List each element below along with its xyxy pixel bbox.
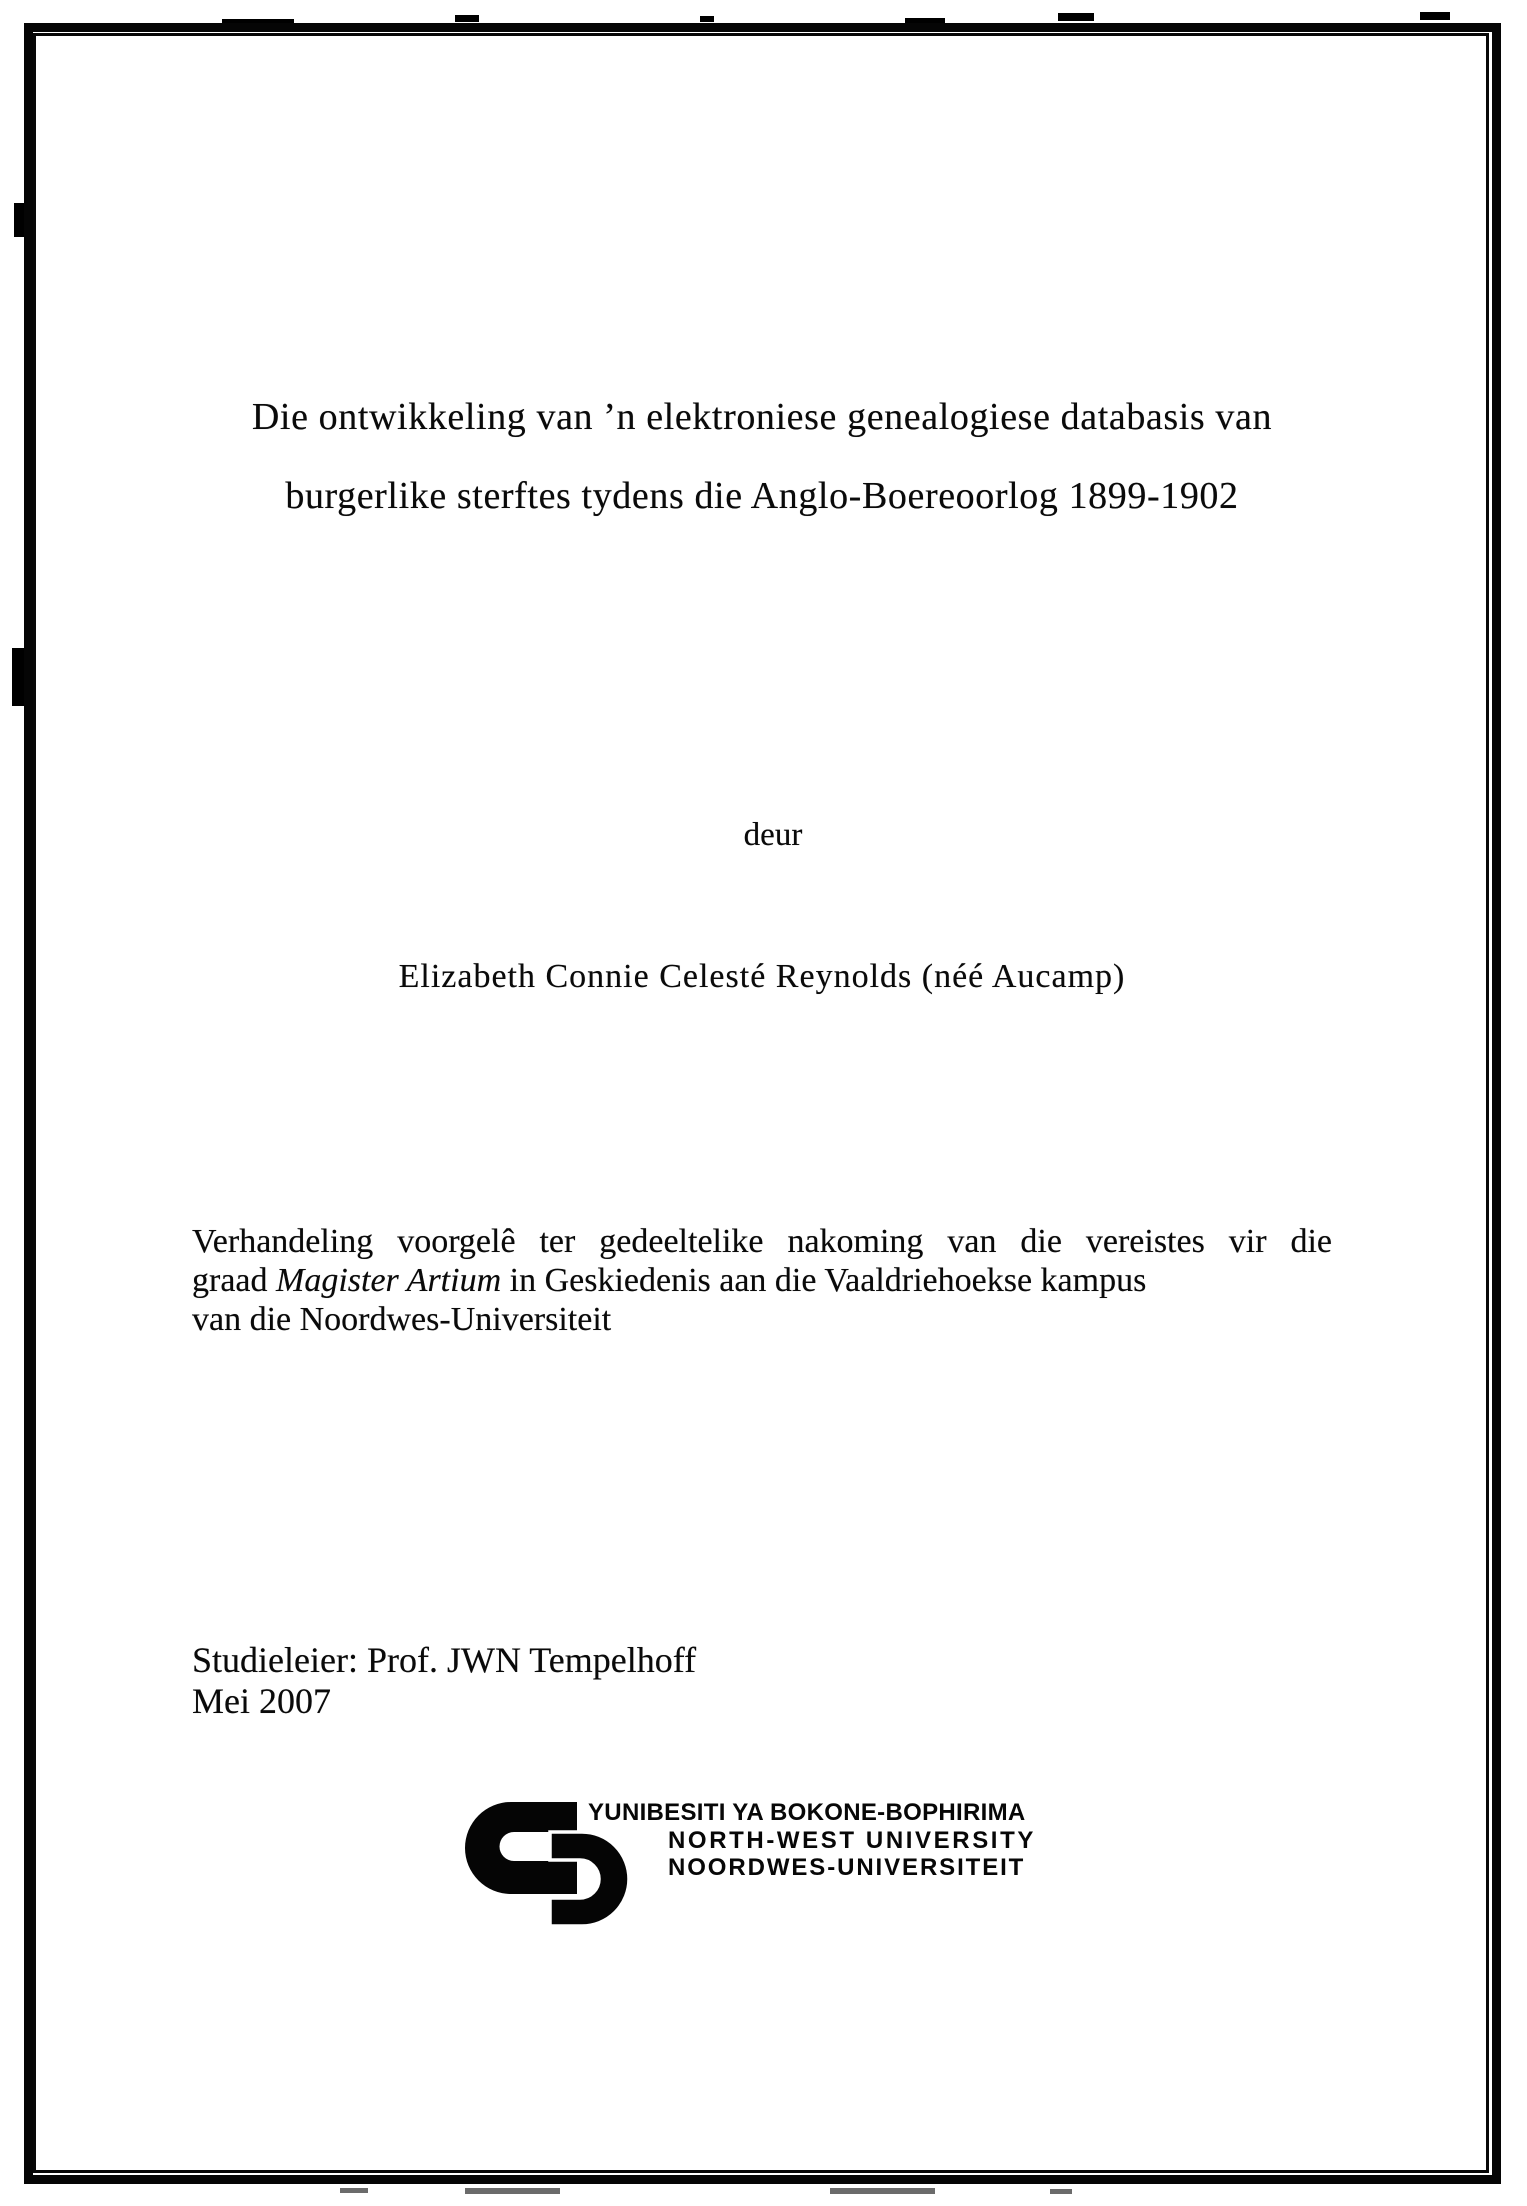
degree-text-pre: graad bbox=[192, 1262, 277, 1299]
thesis-title-line-1: Die ontwikkeling van ’n elektroniese genealogiese databasis van bbox=[251, 396, 1273, 438]
degree-name: Magister Artium bbox=[276, 1262, 502, 1299]
thesis-statement-line-2 bbox=[192, 1261, 1332, 1300]
scan-artifact bbox=[465, 2188, 560, 2194]
scan-artifact bbox=[1050, 2189, 1072, 2194]
scan-artifact bbox=[830, 2188, 935, 2194]
byline-label: deur bbox=[743, 817, 803, 853]
thesis-title bbox=[192, 378, 1332, 536]
university-logo-wordmark bbox=[588, 1799, 1036, 1882]
author-name: Elizabeth Connie Celesté Reynolds (néé Aucamp) bbox=[398, 958, 1126, 995]
thesis-title-line-2: burgerlike sterftes tydens die Anglo-Boereoorlog 1899-1902 bbox=[285, 475, 1239, 517]
scan-artifact bbox=[700, 16, 714, 22]
scan-artifact bbox=[455, 15, 479, 22]
scan-artifact bbox=[340, 2188, 368, 2193]
scan-artifact bbox=[1058, 13, 1094, 21]
thesis-statement-line-1: Verhandeling voorgelê ter gedeeltelike nakoming van die vereistes vir die bbox=[192, 1223, 1332, 1260]
supervisor-line: Studieleier: Prof. JWN Tempelhoff bbox=[192, 1640, 697, 1680]
thesis-statement bbox=[192, 1222, 1332, 1339]
logo-name-english: NORTH-WEST UNIVERSITY bbox=[668, 1826, 1036, 1854]
scan-artifact bbox=[1420, 12, 1450, 20]
degree-text-post: in Geskiedenis aan die Vaaldriehoekse kampus bbox=[501, 1262, 1147, 1299]
scan-artifact bbox=[12, 648, 24, 706]
logo-name-setswana: YUNIBESITI YA BOKONE-BOPHIRIMA bbox=[588, 1799, 1026, 1826]
date-line: Mei 2007 bbox=[192, 1681, 331, 1721]
logo-name-afrikaans: NOORDWES-UNIVERSITEIT bbox=[668, 1854, 1026, 1881]
thesis-statement-line-3: van die Noordwes-Universiteit bbox=[192, 1301, 612, 1338]
supervisor-block bbox=[192, 1640, 1332, 1722]
